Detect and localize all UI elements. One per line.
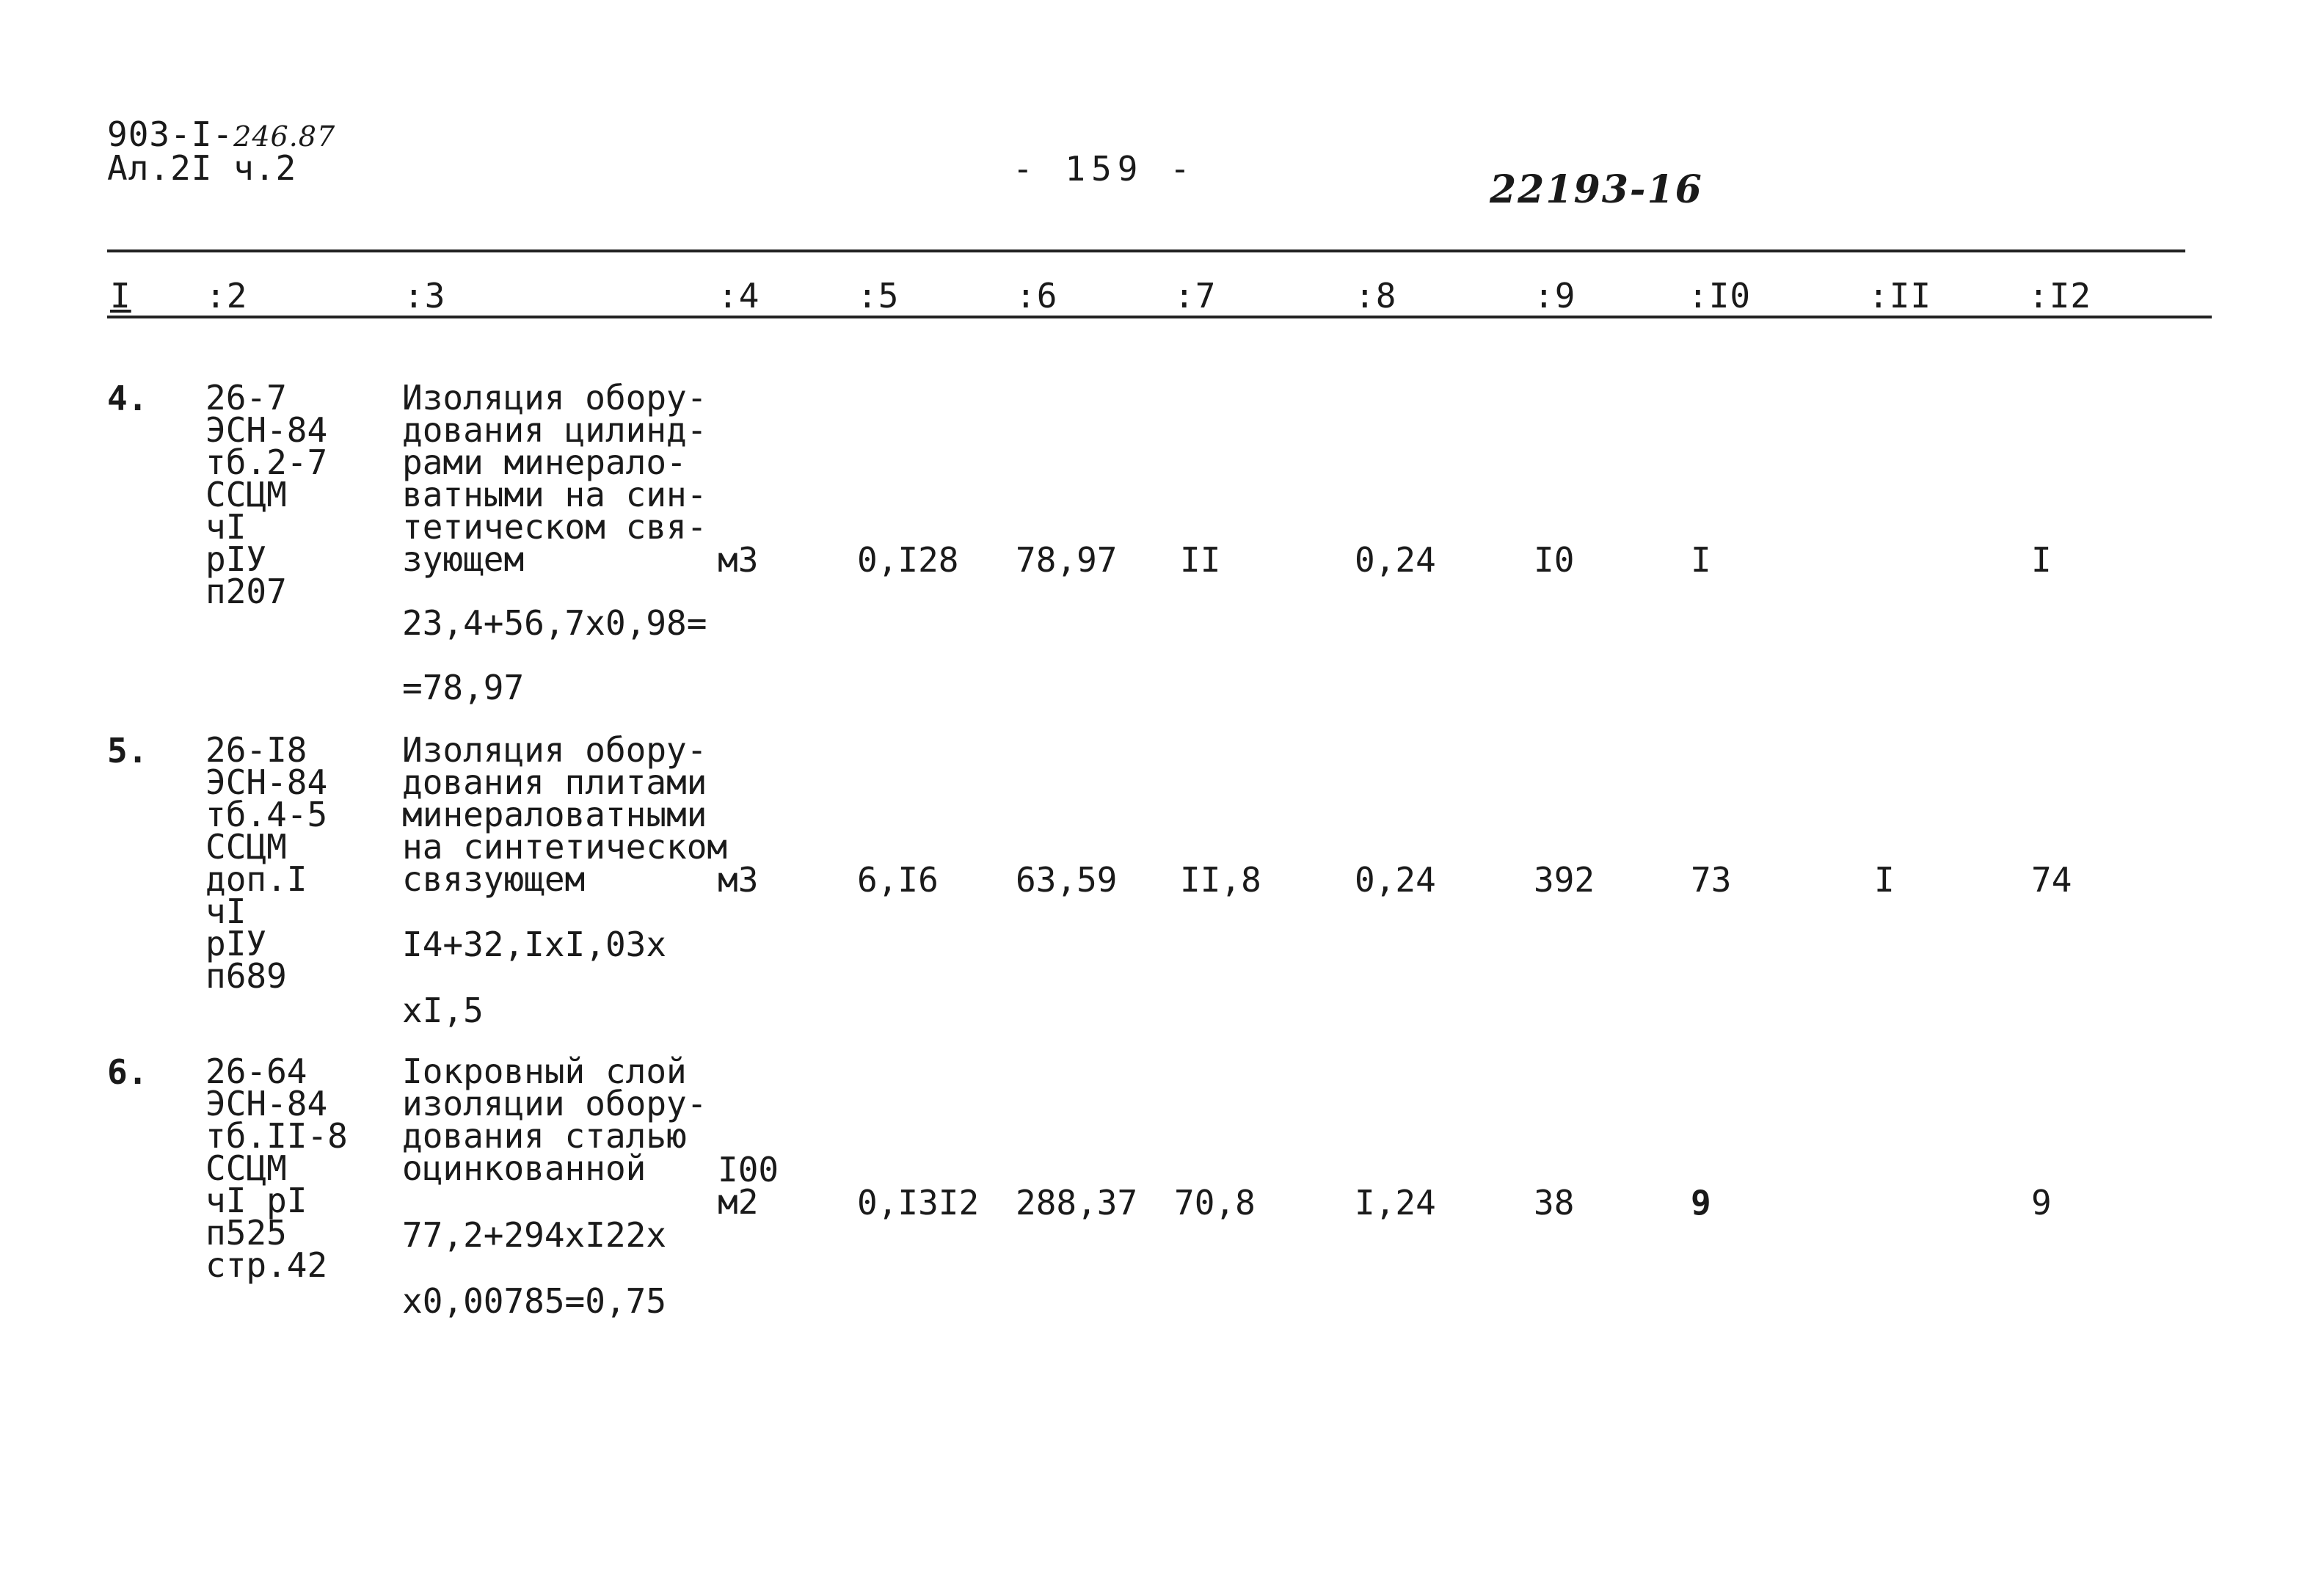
column-header-1: I	[110, 276, 131, 316]
row-c12: 74	[2031, 860, 2072, 900]
description-line: Изоляция обору-	[402, 730, 707, 770]
row-c9: I0	[1534, 540, 1575, 580]
row-c9: 392	[1534, 860, 1595, 900]
code-line: рIУ	[205, 924, 267, 963]
row-c8: I,24	[1355, 1183, 1436, 1223]
code-line: ССЦМ	[205, 1148, 287, 1188]
row-calc-line: x0,00785=0,75	[402, 1281, 667, 1321]
row-calc-line: xI,5	[402, 991, 484, 1030]
doc-code-handwritten: 246.87	[233, 120, 336, 153]
description-line: зующем	[402, 539, 525, 579]
code-line: ЭСН-84	[205, 1084, 328, 1123]
row-unit: м3	[718, 860, 759, 900]
description-line: минераловатными	[402, 795, 707, 834]
code-line: тб.2-7	[205, 442, 328, 482]
description-line: на синтетическом	[402, 827, 728, 867]
row-unit: м3	[718, 540, 759, 580]
description-line: тетическом свя-	[402, 507, 707, 547]
code-line: ЭСН-84	[205, 762, 328, 802]
row-codes	[205, 1052, 348, 1285]
column-header-10: :I0	[1688, 276, 1752, 316]
row-number: 4.	[107, 379, 148, 418]
doc-code-printed: 903-I-	[107, 114, 234, 154]
code-line: п207	[205, 572, 287, 611]
column-header-4: :4	[718, 276, 760, 316]
code-line: доп.I	[205, 859, 307, 899]
row-calc-line: 23,4+56,7x0,98=	[402, 603, 707, 643]
row-c6: 63,59	[1016, 860, 1118, 900]
row-c11: I	[1874, 860, 1895, 900]
row-c9: 38	[1534, 1183, 1575, 1223]
unit-line: м2	[718, 1182, 759, 1222]
row-c10: I	[1691, 540, 1711, 580]
description-line: дования цилинд-	[402, 410, 707, 450]
row-c5: 0,I3I2	[857, 1183, 980, 1223]
code-line: тб.4-5	[205, 795, 328, 834]
row-c10: 9	[1691, 1183, 1711, 1223]
code-line: ССЦМ	[205, 827, 287, 867]
header-rule-top	[107, 249, 2185, 252]
code-line: ССЦМ	[205, 475, 287, 514]
row-codes	[205, 378, 328, 611]
unit-line: I00	[718, 1150, 779, 1189]
row-c5: 6,I6	[857, 860, 939, 900]
code-line: чI	[205, 507, 247, 547]
code-line: 26-I8	[205, 730, 307, 770]
row-c6: 78,97	[1016, 540, 1118, 580]
row-calc-line: 77,2+294xI22x	[402, 1215, 667, 1255]
column-header-6: :6	[1016, 276, 1058, 316]
row-c12: 9	[2031, 1183, 2052, 1223]
row-description	[402, 730, 728, 899]
code-line: п525	[205, 1213, 287, 1253]
code-line: 26-7	[205, 378, 287, 418]
code-line: ЭСН-84	[205, 410, 328, 450]
column-header-3: :3	[404, 276, 446, 316]
row-c6: 288,37	[1016, 1183, 1138, 1223]
row-number: 6.	[107, 1052, 148, 1092]
description-line: изоляции обору-	[402, 1084, 707, 1123]
code-line: п689	[205, 956, 287, 996]
code-line: 26-64	[205, 1052, 307, 1091]
description-line: рами минерало-	[402, 442, 687, 482]
column-header-11: :II	[1868, 276, 1932, 316]
description-line: связующем	[402, 859, 586, 899]
code-line: чI	[205, 892, 247, 931]
column-header-underline	[205, 316, 748, 317]
code-line: тб.II-8	[205, 1116, 348, 1156]
page-number: - 159 -	[1013, 149, 1196, 189]
column-header-5: :5	[857, 276, 900, 316]
row-c8: 0,24	[1355, 860, 1436, 900]
row-codes	[205, 730, 328, 996]
code-line: чI рI	[205, 1181, 307, 1220]
description-line: ватными на син-	[402, 475, 707, 514]
column-header-2: :2	[205, 276, 248, 316]
album-label: Ал.2I ч.2	[107, 148, 297, 188]
description-line: Изоляция обору-	[402, 378, 707, 418]
row-description	[402, 1052, 707, 1188]
stamp-number: 22193-16	[1490, 167, 1703, 212]
code-line: рIУ	[205, 539, 267, 579]
row-c12: I	[2031, 540, 2052, 580]
row-c8: 0,24	[1355, 540, 1436, 580]
description-line: дования сталью	[402, 1116, 687, 1156]
column-header-12: :I2	[2028, 276, 2092, 316]
description-line: оцинкованной	[402, 1148, 646, 1188]
description-line: Iокровный слой	[402, 1052, 687, 1091]
row-number: 5.	[107, 731, 148, 770]
row-c7: II,8	[1180, 860, 1261, 900]
code-line: стр.42	[205, 1245, 328, 1285]
row-c7: 70,8	[1174, 1183, 1256, 1223]
row-description	[402, 378, 707, 579]
column-header-7: :7	[1174, 276, 1217, 316]
row-c7: II	[1180, 540, 1221, 580]
row-c5: 0,I28	[857, 540, 959, 580]
row-c10: 73	[1691, 860, 1732, 900]
description-line: дования плитами	[402, 762, 707, 802]
column-header-9: :9	[1534, 276, 1576, 316]
row-calc-line: =78,97	[402, 668, 525, 707]
row-unit	[718, 1150, 779, 1222]
row-calc-line: I4+32,IxI,03x	[402, 925, 667, 964]
column-header-8: :8	[1355, 276, 1397, 316]
